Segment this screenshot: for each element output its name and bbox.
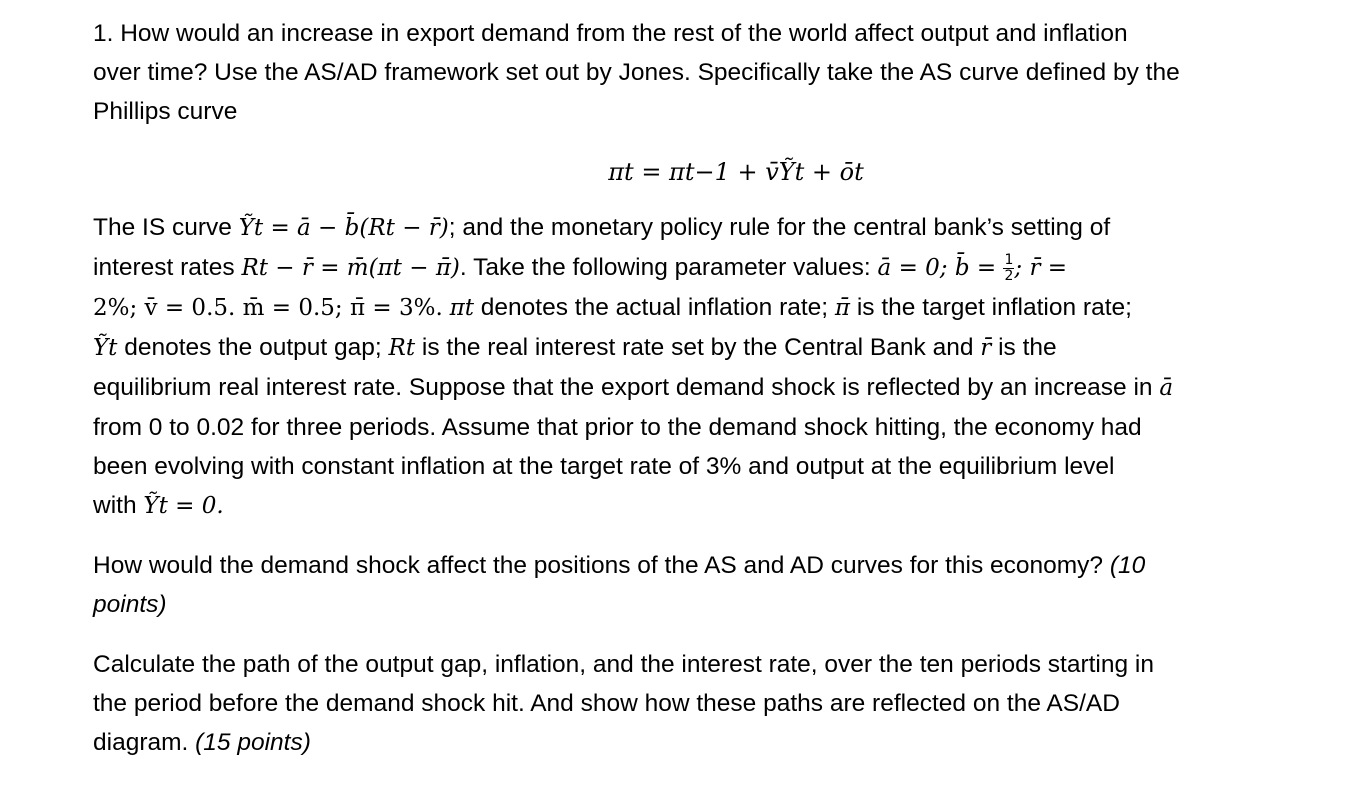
policy-text-1: interest rates <box>93 254 242 281</box>
definition-2: is the target inflation rate; <box>850 294 1132 321</box>
line-evolving: been evolving with constant inflation at the target rate of 3% and output at the equilibrium level <box>93 453 1115 480</box>
output-gap-zero: Ỹt = 0. <box>143 493 224 519</box>
policy-text-2: . Take the following parameter values: <box>459 254 878 281</box>
fraction-numerator: 1 <box>1004 252 1014 269</box>
a-bar-symbol: ā <box>1159 375 1174 401</box>
with-text: with <box>93 492 144 519</box>
r-t-symbol: Rt <box>388 335 416 361</box>
line-periods: from 0 to 0.02 for three periods. Assume that prior to the demand shock hitting, the economy had <box>93 414 1142 441</box>
part-b-points: (15 points) <box>195 729 311 756</box>
pi-t-symbol: πt <box>449 295 474 321</box>
part-b-line-3: diagram. <box>93 729 196 756</box>
definition-4: is the real interest rate set by the Central Bank and <box>415 334 981 361</box>
definition-5: is the <box>991 334 1057 361</box>
intro-line-1: 1. How would an increase in export demand from the rest of the world affect output and inflation <box>93 20 1128 47</box>
question-body <box>93 208 1323 526</box>
intro-line-2: over time? Use the AS/AD framework set out by Jones. Specifically take the AS curve defined by the <box>93 59 1180 86</box>
definition-3: denotes the output gap; <box>117 334 389 361</box>
part-b-line-2: the period before the demand shock hit. And show how these paths are reflected on the AS/AD <box>93 690 1120 717</box>
is-curve-formula: Ỹt = ā − b̄(Rt − r̄) <box>238 215 449 241</box>
question-intro <box>93 14 1323 131</box>
param-a-b: ā = 0; b̄ = <box>877 255 1004 281</box>
is-text-1: The IS curve <box>93 214 239 241</box>
intro-line-3: Phillips curve <box>93 98 238 125</box>
definition-1: denotes the actual inflation rate; <box>473 294 835 321</box>
r-bar-symbol: r̄ <box>980 335 992 361</box>
param-r-bar: ; r̄ = <box>1014 255 1068 281</box>
document-page <box>93 14 1323 762</box>
part-a-points-2: points) <box>93 591 167 618</box>
is-text-2: ; and the monetary policy rule for the central bank’s setting of <box>448 214 1111 241</box>
line-equilibrium: equilibrium real interest rate. Suppose that the export demand shock is reflected by an increase in <box>93 374 1160 401</box>
pi-bar-symbol: π̄ <box>834 295 851 321</box>
part-b-question <box>93 645 1323 762</box>
phillips-curve-equation: πt = πt−1 + v̄Ỹt + ōt <box>608 158 864 186</box>
fraction-denominator: 2 <box>1004 268 1014 285</box>
y-t-symbol: Ỹt <box>93 335 118 361</box>
part-a-text: How would the demand shock affect the positions of the AS and AD curves for this economy? <box>93 552 1110 579</box>
part-a-points-1: (10 <box>1109 552 1146 579</box>
policy-rule-formula: Rt − r̄ = m̄(πt − π̄) <box>241 255 460 281</box>
part-a-question <box>93 546 1323 624</box>
fraction-one-half <box>1003 253 1014 284</box>
part-b-line-1: Calculate the path of the output gap, inflation, and the interest rate, over the ten periods starting in <box>93 651 1154 678</box>
parameter-values: 2%; v̄ = 0.5. m̄ = 0.5; π̄ = 3%. <box>93 295 443 321</box>
